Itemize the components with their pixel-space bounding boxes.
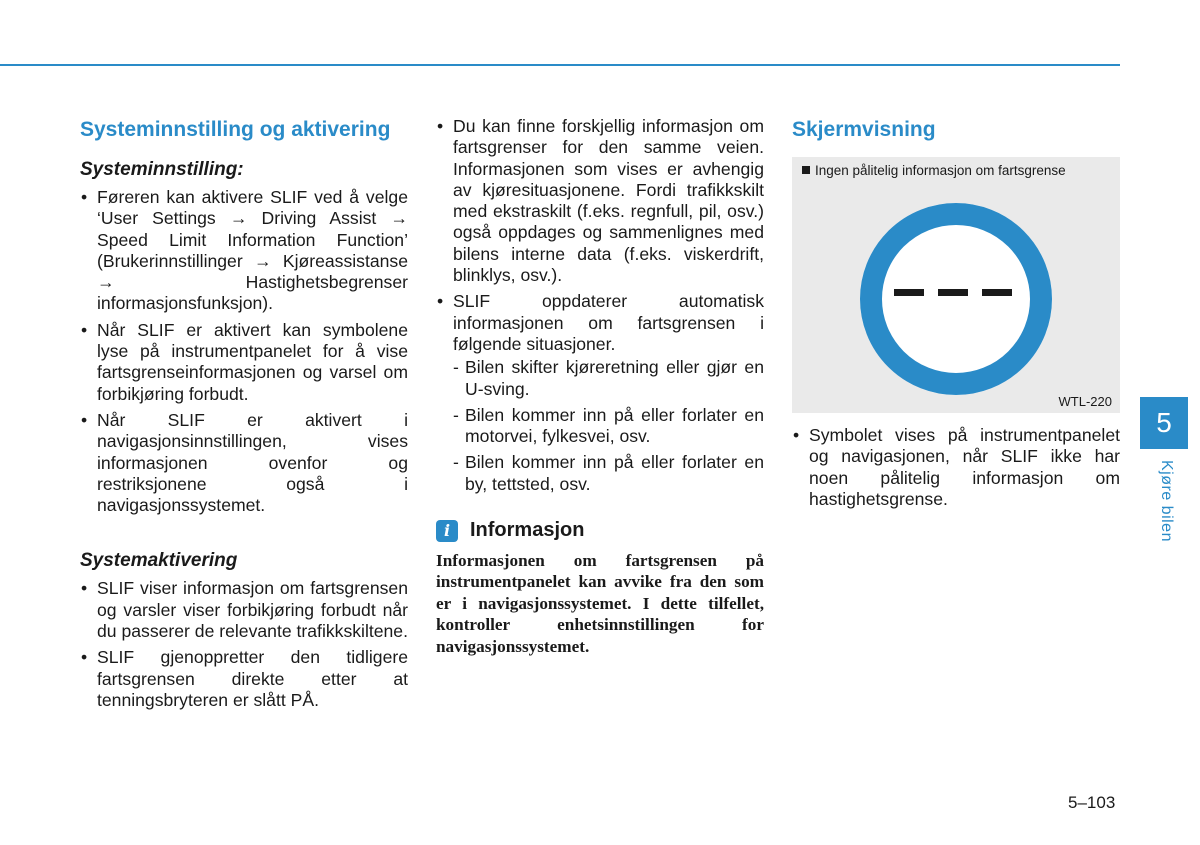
- chapter-tab-label: Kjøre bilen: [1158, 460, 1175, 542]
- info-icon: i: [436, 520, 458, 542]
- top-rule: [0, 64, 1120, 66]
- list-item: - Bilen kommer inn på eller forlater en motorvei, fylkesvei, osv.: [453, 405, 764, 448]
- bullet-list-display: [792, 425, 1120, 510]
- subheading-systeminnstilling: Systeminnstilling:: [80, 159, 244, 180]
- list-item: • Du kan finne forskjellig informasjon om fartsgrenser for den samme veien. Informasjonen som vises er avhengig av kjøresituasjonene. Fordi trafikkskilt med ekstraskilt (f.eks. regnfull, pil, osv.) også oppdages og sammenlignes med bilens interne data (f.eks. viskerdrift, blinklys, osv.).: [436, 116, 764, 286]
- column-right: [792, 116, 1120, 515]
- section-heading-skjermvisning: Skjermvisning: [792, 118, 936, 141]
- list-item: [436, 291, 764, 495]
- column-middle: [436, 116, 764, 657]
- chapter-tab: 5: [1140, 397, 1188, 449]
- list-item: • SLIF gjenoppretter den tidligere fartsgrensen direkte etter at tenningsbryteren er slått PÅ.: [80, 647, 408, 711]
- figure-panel: [792, 157, 1120, 413]
- list-item: • Når SLIF er aktivert i navigasjonsinnstillingen, vises informasjonen ovenfor og restriksjonene også i navigasjonssystemet.: [80, 410, 408, 516]
- bullet-list-settings: [80, 187, 408, 516]
- dash-list-situations: [453, 357, 764, 495]
- column-left: [80, 116, 408, 716]
- figure-caption: [802, 163, 1066, 178]
- list-item: • Symbolet vises på instrumentpanelet og navigasjonen, når SLIF ikke har noen pålitelig informasjon om hastighetsgrense.: [792, 425, 1120, 510]
- bullet-list-activation: [80, 578, 408, 711]
- info-header: [436, 519, 764, 542]
- bullet-list-speed-info: [436, 116, 764, 495]
- list-item: • Når SLIF er aktivert kan symbolene lyse på instrumentpanelet for å vise fartsgrenseinformasjonen og varsel om forbikjøring forbudt.: [80, 320, 408, 405]
- subheading-systemaktivering: Systemaktivering: [80, 550, 238, 572]
- figure-caption-text: Ingen pålitelig informasjon om fartsgrense: [815, 163, 1066, 178]
- page-number: 5–103: [1068, 793, 1116, 812]
- list-item: • Føreren kan aktivere SLIF ved å velge ‘User Settings → Driving Assist → Speed Limit Information Function’ (Brukerinnstillinger → Kjøreassistanse → Hastighetsbegrenser informasjonsfunksjon).: [80, 187, 408, 315]
- list-item: • SLIF viser informasjon om fartsgrensen og varsler viser forbikjøring forbudt når du passerer de relevante trafikkskiltene.: [80, 578, 408, 642]
- list-item-text: SLIF oppdaterer automatisk informasjonen om fartsgrensen i følgende situasjoner.: [453, 291, 764, 354]
- list-item: - Bilen skifter kjøreretning eller gjør en U-sving.: [453, 357, 764, 400]
- speed-limit-unavailable-sign-icon: [856, 199, 1056, 399]
- figure-code: WTL-220: [1058, 394, 1112, 409]
- caption-square-icon: [802, 166, 810, 174]
- info-body: Informasjonen om fartsgrensen på instrumentpanelet kan avvike fra den som er i navigasjonssystemet. I dette tilfellet, kontroller enhetsinnstillingen for navigasjonssystemet.: [436, 551, 764, 656]
- info-title: Informasjon: [470, 519, 585, 542]
- list-item: - Bilen kommer inn på eller forlater en by, tettsted, osv.: [453, 452, 764, 495]
- section-heading-systeminnstilling: Systeminnstilling og aktivering: [80, 118, 391, 141]
